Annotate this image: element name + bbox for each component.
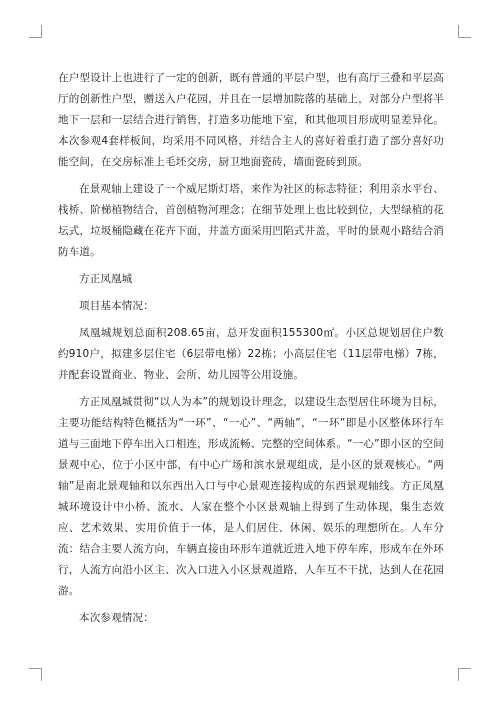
paragraph-landscape: 在景观轴上建设了一个威尼斯灯塔，来作为社区的标志特征；利用亲水平台、栈桥、阶梯植物结合，首创植物河理念；在细节处理上也比较到位，大型绿植的花坛式，垃圾桶隐藏在花卉下面，井盖方面采用凹陷式井盖，平时的景观小路结合消防车道。 bbox=[58, 183, 444, 258]
crop-mark-bottom-right bbox=[458, 668, 471, 681]
subheading-visit: 本次参观情况： bbox=[79, 612, 154, 624]
crop-mark-top-left bbox=[29, 25, 42, 38]
crop-mark-bottom-left bbox=[29, 668, 42, 681]
paragraph-design-concept: 方正凤凰城贯彻“以人为本”的规划设计理念，以建设生态型居住环境为目标，主要功能结构特色概括为“一环”、“一心”、“两轴”，“一环”即是小区整体环行车道与三面地下停车出入口相连，形成流畅、完整的空间体系。“一心”即小区的空间景观中心，位于小区中部，有中心广场和滨水景观组成，是小区的景观核心。“两轴”是南北景观轴和以东西出入口与中心景观连接构成的东西景观轴线。方正凤凰城环境设计中小桥、流水、人家在整个小区景观轴上得到了生动体现，集生态效应、艺术效果、实用价值于一体，是人们居住、休闲、娱乐的理想所在。人车分流：结合主要人流方向，车辆直接由环形车道就近进入地下停车库，形成车在外环行，人流方向沿小区主、次入口进入小区景观道路，人车互不干扰，达到人在花园游。 bbox=[58, 396, 444, 597]
crop-mark-top-right bbox=[458, 25, 471, 38]
document-body bbox=[58, 68, 444, 635]
paragraph-planning-area: 凤凰城规划总面积208.65亩，总开发面积155300㎡。小区总规划居住户数约910户，拟建多层住宅（6层带电梯）22栋；小高层住宅（11层带电梯）7栋，并配套设置商业、物业、会所、幼儿园等公用设施。 bbox=[58, 327, 444, 381]
section-heading-fangzheng: 方正凤凰城 bbox=[79, 273, 133, 285]
paragraph-unit-design: 在户型设计上也进行了一定的创新，既有普通的平层户型，也有高厅三叠和平层高厅的创新性户型，赠送入户花园，并且在一层增加院落的基础上，对部分户型将半地下一层和一层结合进行销售，打造多功能地下室，和其他项目形成明显差异化。本次参观4套样板间，均采用不同风格，并结合主人的喜好着重打造了部分喜好功能空间，在交房标准上毛坯交房，厨卫地面瓷砖，墙面瓷砖到顶。 bbox=[58, 72, 444, 168]
subheading-basic-info: 项目基本情况： bbox=[79, 300, 154, 312]
